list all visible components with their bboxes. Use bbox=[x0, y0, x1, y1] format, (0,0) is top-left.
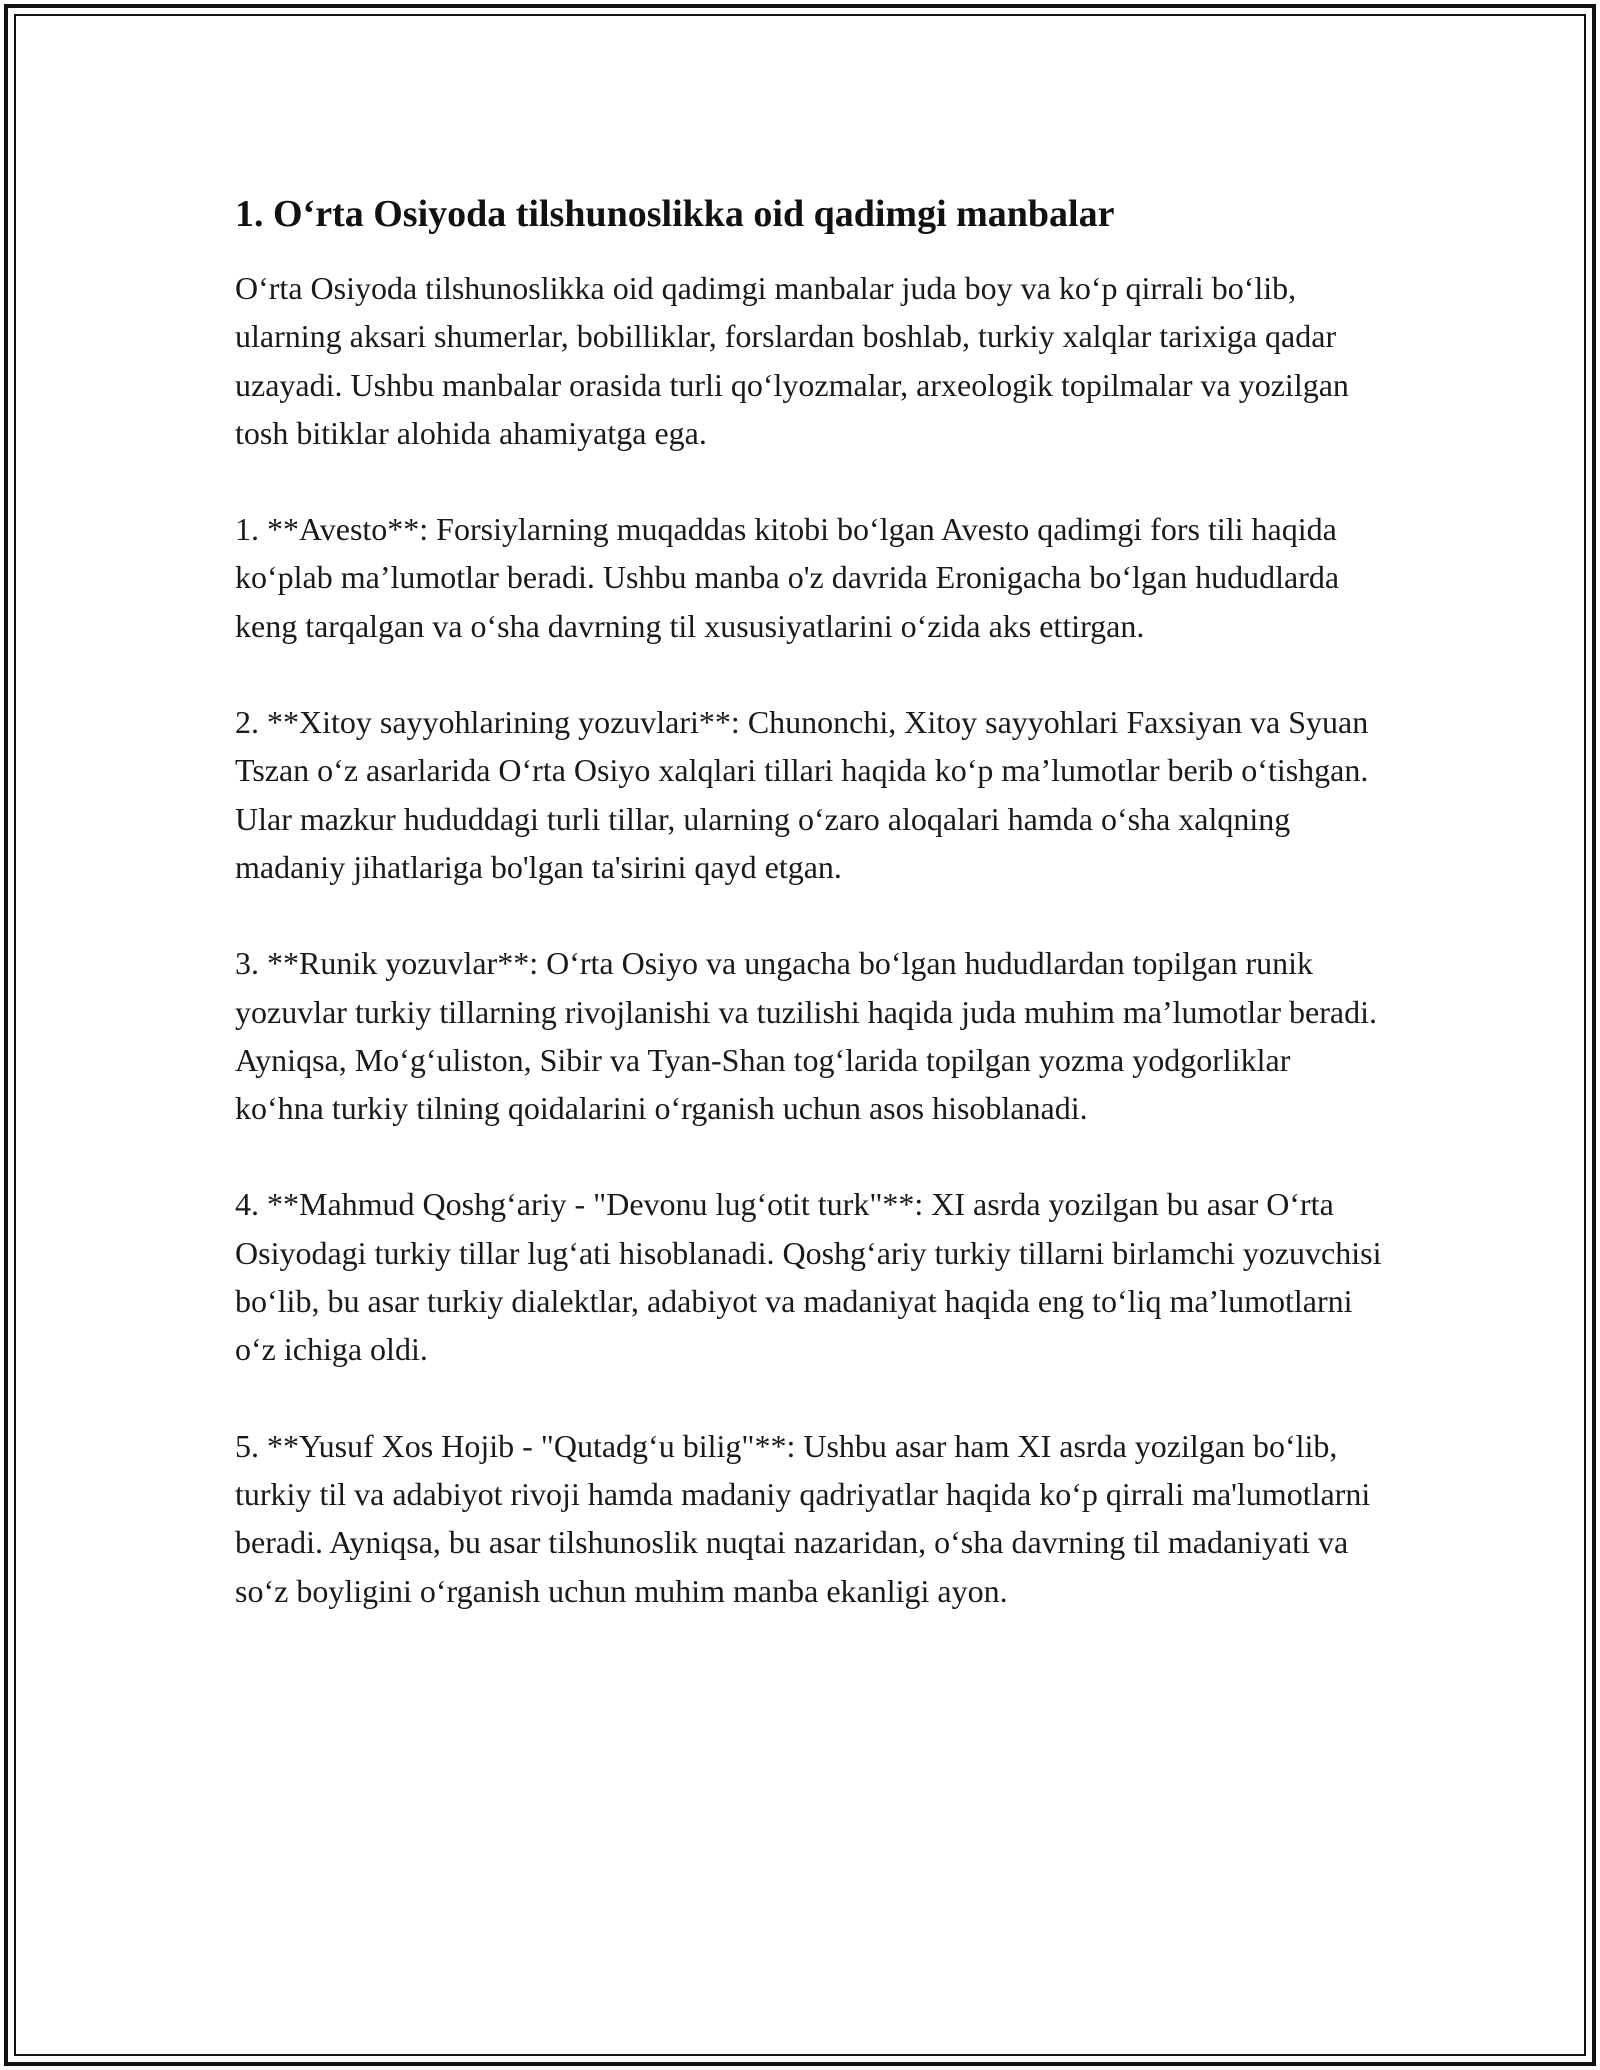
section-heading: 1. O‘rta Osiyoda tilshunoslikka oid qadimgi manbalar bbox=[235, 193, 1115, 235]
paragraph-avesto: 1. **Avesto**: Forsiylarning muqaddas kitobi bo‘lgan Avesto qadimgi fors tili haqida ko‘plab ma’lumotlar beradi. Ushbu manba o'z davrida Eronigacha bo‘lgan hududlarda keng tarqalgan va o‘sha davrning til xususiyatlarini o‘zida aks ettirgan. bbox=[235, 511, 1340, 644]
paragraph-yusuf-khas-hajib: 5. **Yusuf Xos Hojib - "Qutadg‘u bilig"**: Ushbu asar ham XI asrda yozilgan bo‘lib, turkiy til va adabiyot rivoji hamda madaniy qadriyatlar haqida ko‘p qirrali ma'lumotlarni beradi. Ayniqsa, bu asar tilshunoslik nuqtai nazaridan, o‘sha davrning til madaniyati va so‘z boyligini o‘rganish uchun muhim manba ekanligi ayon. bbox=[235, 1427, 1371, 1609]
document-body bbox=[235, 186, 1385, 1663]
paragraph-mahmud-kashgari: 4. **Mahmud Qoshg‘ariy - "Devonu lug‘otit turk"**: XI asrda yozilgan bu asar O‘rta Osiyodagi turkiy tillar lug‘ati hisoblanadi. Qoshg‘ariy turkiy tillarni birlamchi yozuvchisi bo‘lib, bu asar turkiy dialektlar, adabiyot va madaniyat haqida eng to‘liq ma’lumotlarni o‘z ichiga oldi. bbox=[235, 1186, 1382, 1368]
paragraph-runic-inscriptions: 3. **Runik yozuvlar**: O‘rta Osiyo va ungacha bo‘lgan hududlardan topilgan runik yozuvlar turkiy tillarning rivojlanishi va tuzilishi haqida juda muhim ma’lumotlar beradi. Ayniqsa, Mo‘g‘uliston, Sibir va Tyan-Shan tog‘larida topilgan yozma yodgorliklar ko‘hna turkiy tilning qoidalarini o‘rganish uchun asos hisoblanadi. bbox=[235, 945, 1377, 1127]
paragraph-chinese-travelers: 2. **Xitoy sayyohlarining yozuvlari**: Chunonchi, Xitoy sayyohlari Faxsiyan va Syuan Tszan o‘z asarlarida O‘rta Osiyo xalqlari tillari haqida ko‘p ma’lumotlar berib o‘tishgan. Ular mazkur hududdagi turli tillar, ularning o‘zaro aloqalari hamda o‘sha xalqning madaniy jihatlariga bo'lgan ta'sirini qayd etgan. bbox=[235, 704, 1369, 885]
intro-paragraph: O‘rta Osiyoda tilshunoslikka oid qadimgi manbalar juda boy va ko‘p qirrali bo‘lib, ularning aksari shumerlar, bobilliklar, forslardan boshlab, turkiy xalqlar tarixiga qadar uzayadi. Ushbu manbalar orasida turli qo‘lyozmalar, arxeologik topilmalar va yozilgan tosh bitiklar alohida ahamiyatga ega. bbox=[235, 270, 1349, 451]
